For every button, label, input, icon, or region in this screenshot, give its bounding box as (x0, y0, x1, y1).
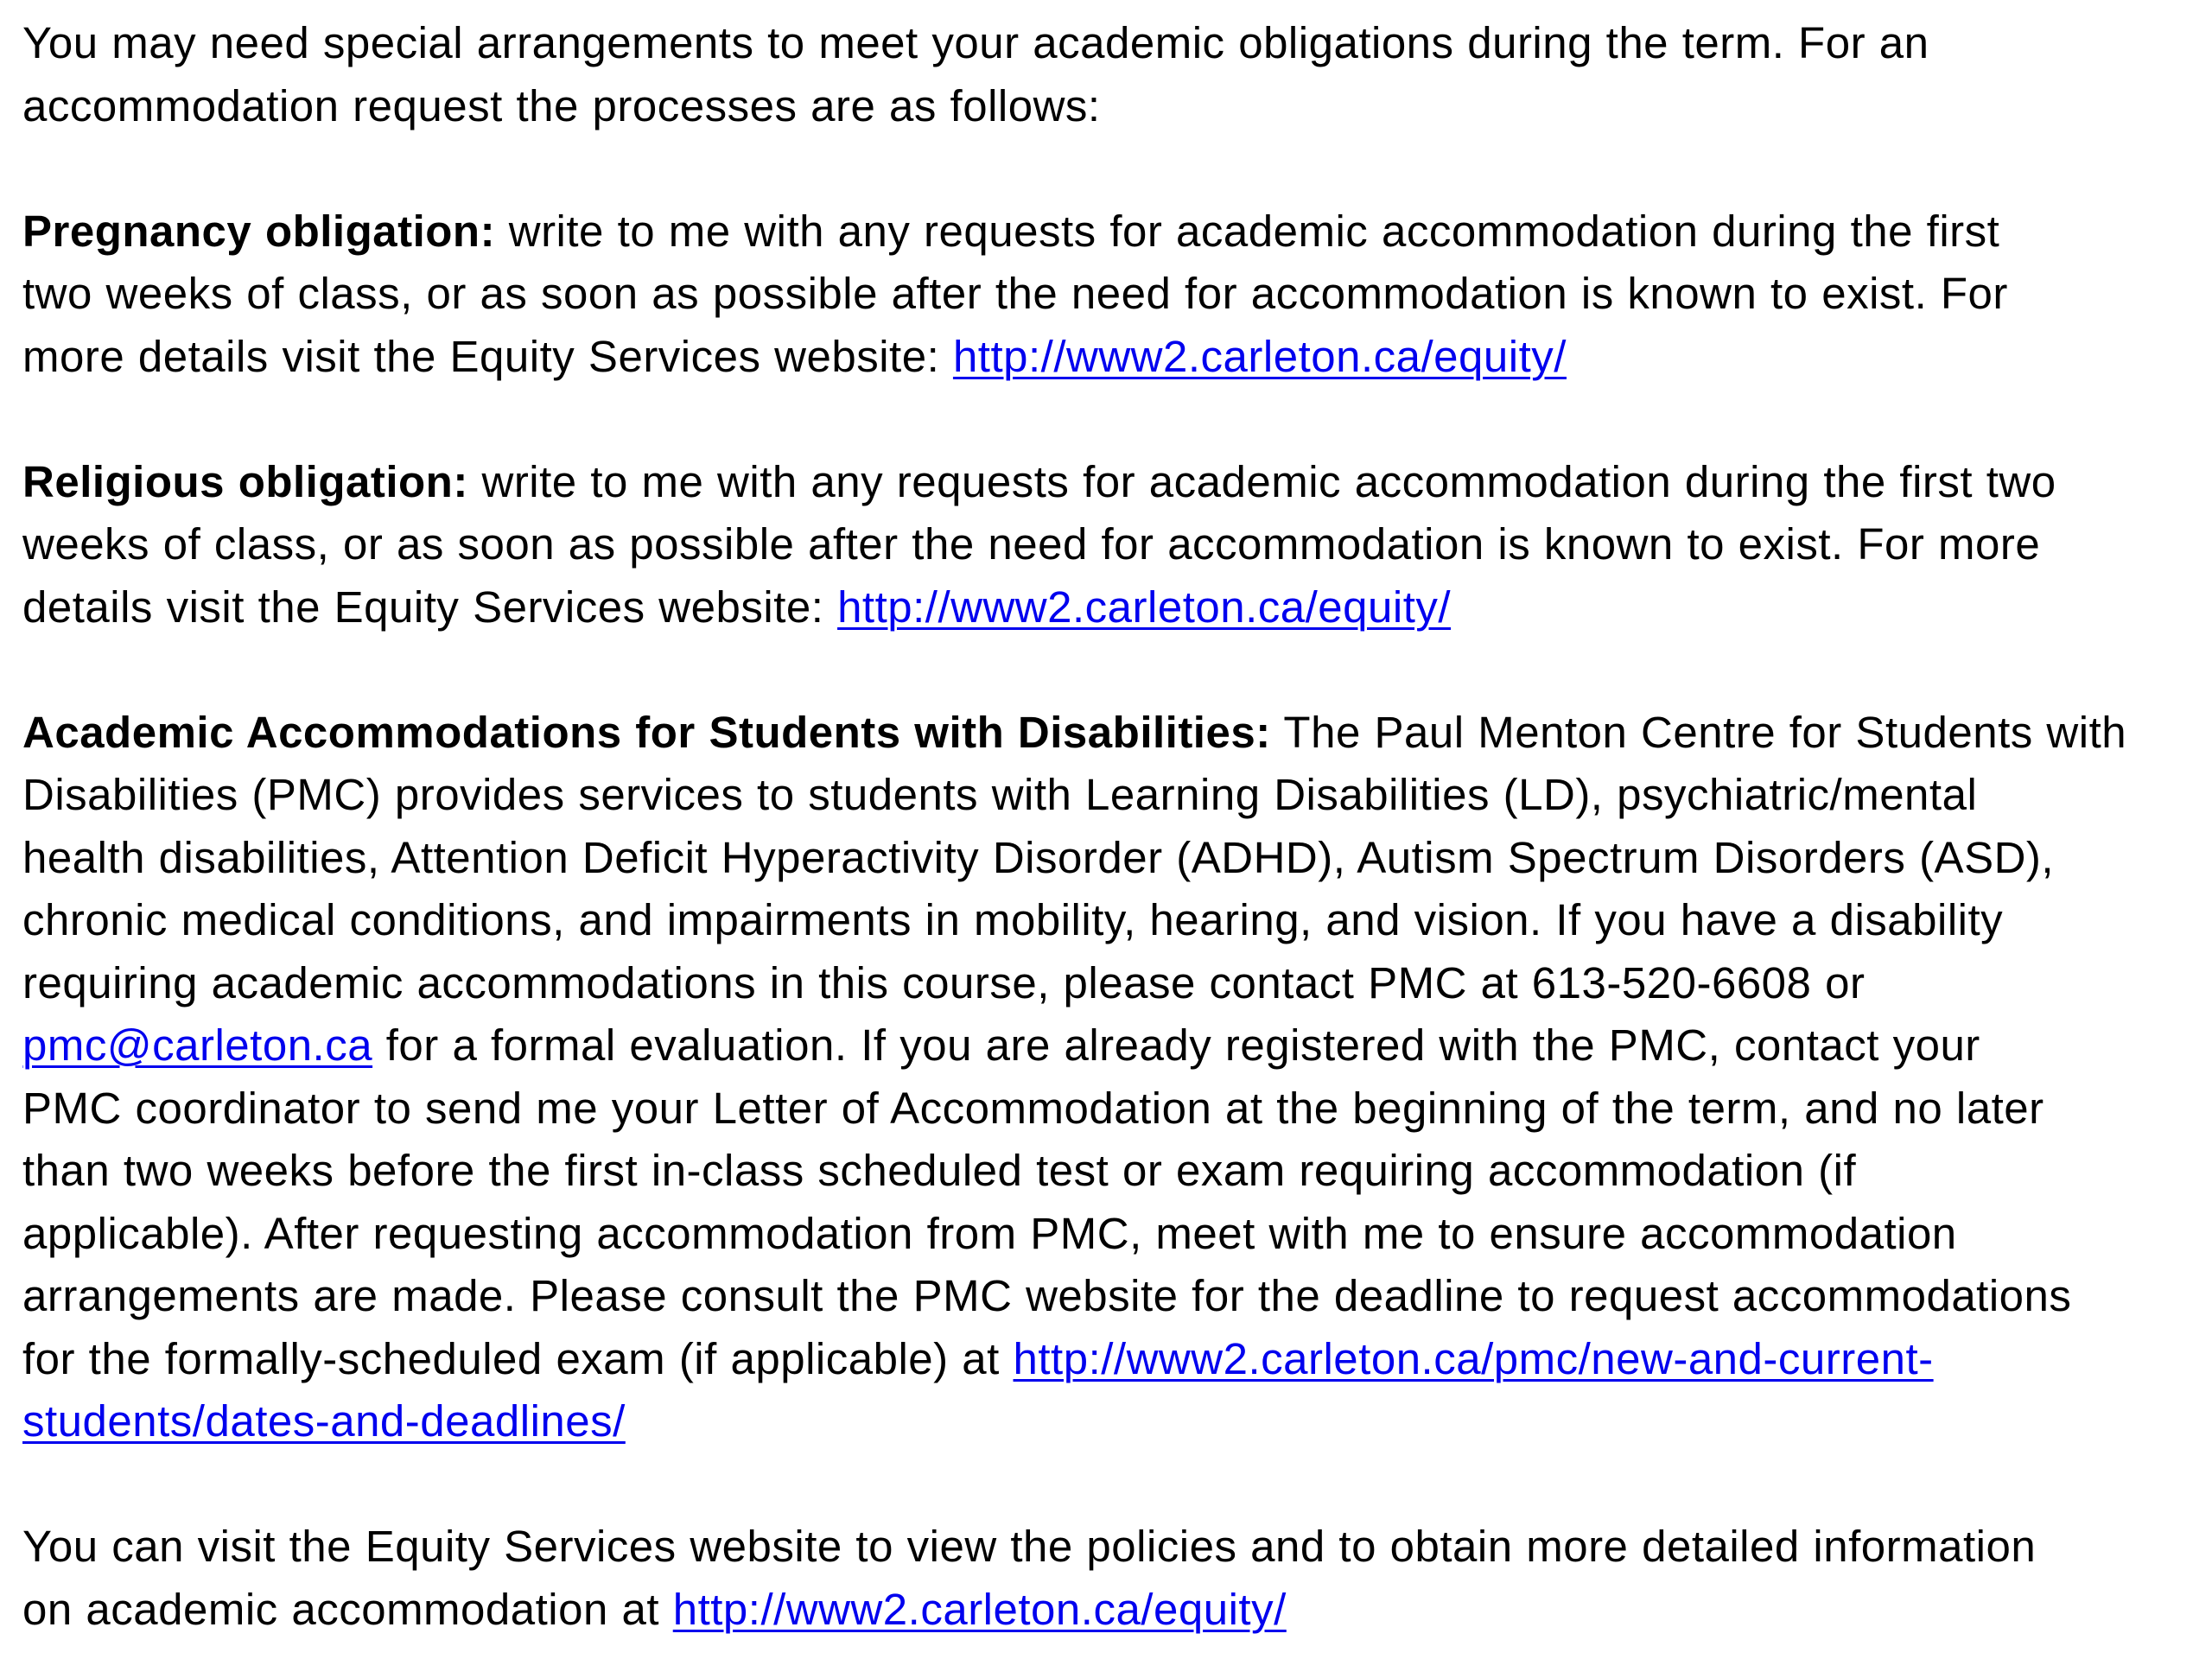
pregnancy-line-3 (22, 326, 2200, 389)
disabilities-line-2: Disabilities (PMC) provides services to students with Learning Disabilities (LD), psychiatric/mental (22, 770, 1978, 819)
paragraph-spacer (22, 1453, 2200, 1516)
closing-equity-link[interactable]: http://www2.carleton.ca/equity/ (672, 1584, 1287, 1634)
disabilities-text-1: The Paul Menton Centre for Students with (1270, 707, 2127, 757)
disabilities-line-6 (22, 1014, 2200, 1077)
paragraph-spacer (22, 388, 2200, 451)
disabilities-line-12 (22, 1390, 2200, 1453)
pmc-deadlines-link[interactable]: http://www2.carleton.ca/pmc/new-and-current- (1013, 1333, 1934, 1383)
pregnancy-text-3: more details visit the Equity Services website: (22, 331, 953, 381)
pregnancy-line-1 (22, 200, 2200, 264)
disabilities-heading: Academic Accommodations for Students with Disabilities: (22, 707, 1271, 757)
closing-line-2 (22, 1579, 2200, 1642)
disabilities-text-6: for a formal evaluation. If you are already registered with the PMC, contact your (372, 1020, 1980, 1070)
disabilities-line-1 (22, 702, 2200, 765)
pregnancy-heading: Pregnancy obligation: (22, 206, 496, 256)
closing-line-1: You can visit the Equity Services website to view the policies and to obtain more detailed information (22, 1522, 2037, 1571)
religious-line-2: weeks of class, or as soon as possible after the need for accommodation is known to exist. For more (22, 519, 2041, 569)
disabilities-line-8: than two weeks before the first in-class scheduled test or exam requiring accommodation (if (22, 1146, 1857, 1195)
intro-line-1: You may need special arrangements to meet your academic obligations during the term. For an (22, 18, 1929, 67)
disabilities-paragraph (22, 702, 2200, 1453)
pmc-email-link[interactable]: pmc@carleton.ca (22, 1020, 373, 1070)
pmc-deadlines-link-continued[interactable]: students/dates-and-deadlines/ (22, 1396, 626, 1446)
paragraph-spacer (22, 639, 2200, 702)
disabilities-line-7: PMC coordinator to send me your Letter of Accommodation at the beginning of the term, and no later (22, 1083, 2044, 1133)
disabilities-line-9: applicable). After requesting accommodation from PMC, meet with me to ensure accommodation (22, 1208, 1957, 1258)
religious-text-3: details visit the Equity Services website: (22, 582, 838, 632)
disabilities-text-11: for the formally-scheduled exam (if applicable) at (22, 1333, 1014, 1383)
pregnancy-equity-link[interactable]: http://www2.carleton.ca/equity/ (952, 331, 1567, 381)
closing-paragraph (22, 1516, 2200, 1641)
paragraph-spacer (22, 137, 2200, 200)
pregnancy-paragraph (22, 200, 2200, 389)
intro-paragraph (22, 12, 2200, 137)
religious-heading: Religious obligation: (22, 456, 468, 506)
disabilities-line-4: chronic medical conditions, and impairments in mobility, hearing, and vision. If you have a disability (22, 895, 2004, 944)
pregnancy-text-1: write to me with any requests for academic accommodation during the first (495, 206, 2000, 256)
disabilities-line-5: requiring academic accommodations in this course, please contact PMC at 613-520-6608 or (22, 957, 1866, 1007)
religious-line-3 (22, 576, 2200, 639)
disabilities-line-3: health disabilities, Attention Deficit Hyperactivity Disorder (ADHD), Autism Spectrum Disorders (ASD), (22, 832, 2055, 882)
disabilities-line-11 (22, 1328, 2200, 1391)
closing-text-2: on academic accommodation at (22, 1584, 673, 1634)
religious-paragraph (22, 451, 2200, 639)
pregnancy-line-2: two weeks of class, or as soon as possible after the need for accommodation is known to exist. For (22, 269, 2008, 318)
document-body (22, 12, 2200, 1641)
religious-line-1 (22, 451, 2200, 514)
religious-text-1: write to me with any requests for academic accommodation during the first two (467, 456, 2056, 506)
religious-equity-link[interactable]: http://www2.carleton.ca/equity/ (837, 582, 1452, 632)
disabilities-line-10: arrangements are made. Please consult the PMC website for the deadline to request accommodations (22, 1271, 2072, 1320)
intro-line-2: accommodation request the processes are as follows: (22, 80, 1101, 130)
